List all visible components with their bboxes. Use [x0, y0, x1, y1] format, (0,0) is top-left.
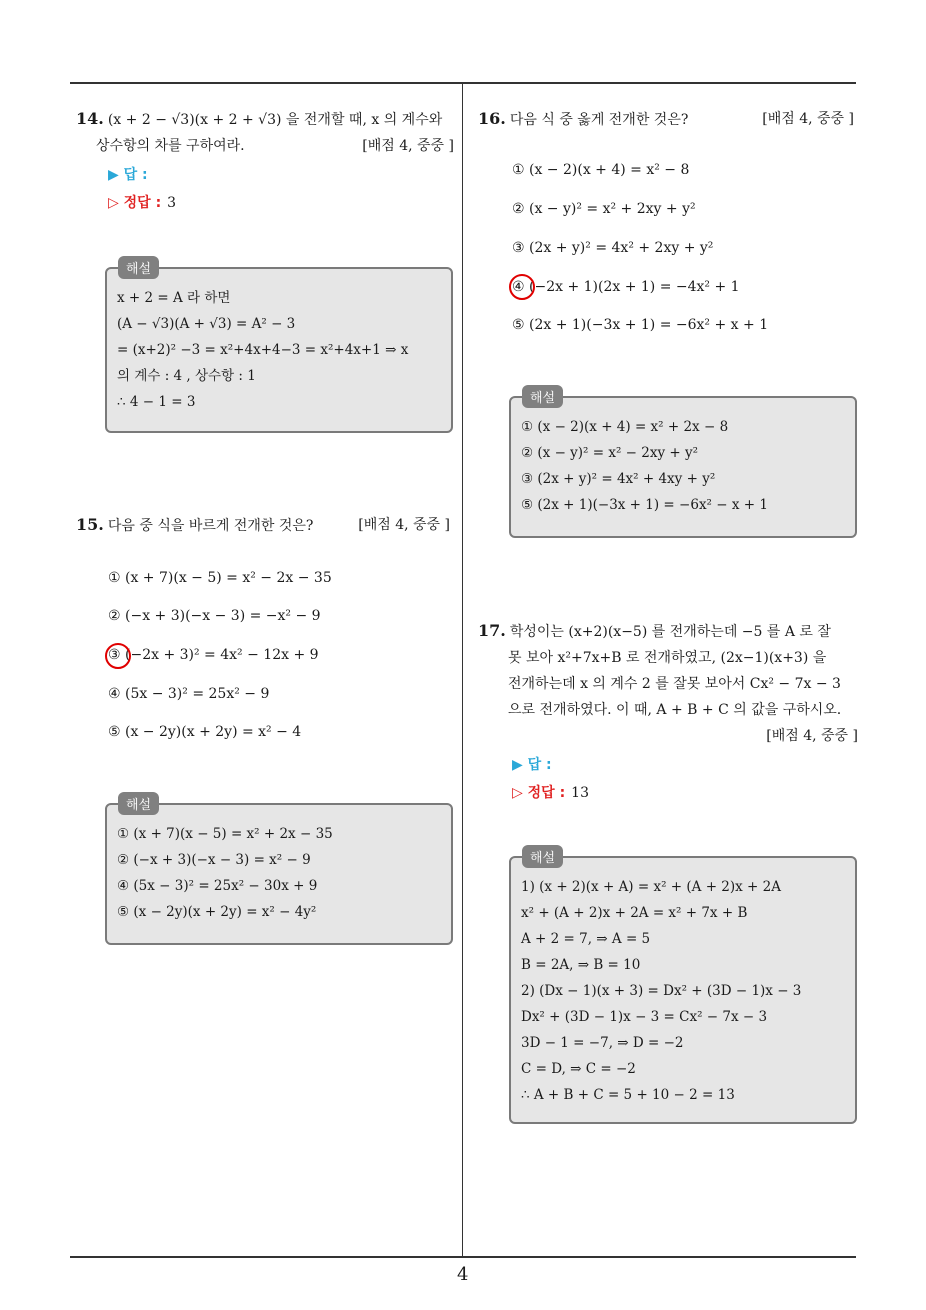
explanation-line: ② (x − y)² = x² − 2xy + y² — [521, 445, 699, 461]
question-number: 16. — [478, 109, 506, 128]
explanation-tag: 해설 — [522, 845, 563, 868]
answer-row — [512, 752, 552, 778]
explanation-line: ⑤ (2x + 1)(−3x + 1) = −6x² − x + 1 — [521, 497, 768, 513]
question-number: 14. — [76, 109, 104, 128]
explanation-line: ④ (5x − 3)² = 25x² − 30x + 9 — [117, 878, 318, 894]
explanation-line: x² + (A + 2)x + 2A = x² + 7x + B — [521, 905, 748, 921]
score-meta: [배점 4, 중중 ] — [362, 138, 454, 154]
question-number: 15. — [76, 515, 104, 534]
explanation-line: ① (x − 2)(x + 4) = x² + 2x − 8 — [521, 419, 729, 435]
choice-5[interactable]: ⑤ (2x + 1)(−3x + 1) = −6x² + x + 1 — [512, 317, 769, 333]
explanation-line: Dx² + (3D − 1)x − 3 = Cx² − 7x − 3 — [521, 1009, 768, 1025]
explanation-tag: 해설 — [118, 256, 159, 279]
explanation-tag: 해설 — [522, 385, 563, 408]
question-16 — [478, 106, 854, 133]
score-meta: [배점 4, 중중 ] — [762, 111, 854, 127]
explanation-line: C = D, ⇒ C = −2 — [521, 1061, 636, 1077]
score-meta: [배점 4, 중중 ] — [766, 728, 858, 744]
explanation-line: 2) (Dx − 1)(x + 3) = Dx² + (3D − 1)x − 3 — [521, 983, 802, 999]
question-number: 17. — [478, 621, 506, 640]
selected-choice-circle — [509, 274, 535, 300]
explanation-line: 3D − 1 = −7, ⇒ D = −2 — [521, 1035, 684, 1051]
question-15 — [76, 512, 450, 539]
explanation-line: = (x+2)² −3 = x²+4x+4−3 = x²+4x+1 ⇒ x — [117, 342, 409, 358]
correct-label: ▷ 정답 : — [108, 195, 162, 211]
explanation-line: ∴ A + B + C = 5 + 10 − 2 = 13 — [521, 1087, 735, 1103]
choice-2[interactable]: ② (x − y)² = x² + 2xy + y² — [512, 201, 696, 217]
question-17 — [478, 618, 858, 749]
page-number: 4 — [457, 1264, 469, 1285]
explanation-line: B = 2A, ⇒ B = 10 — [521, 957, 641, 973]
explanation-line: x + 2 = A 라 하면 — [117, 290, 231, 306]
answer-row — [108, 162, 148, 188]
correct-answer-row — [108, 190, 176, 216]
explanation-line: ② (−x + 3)(−x − 3) = x² − 9 — [117, 852, 311, 868]
explanation-line: 1) (x + 2)(x + A) = x² + (A + 2)x + 2A — [521, 879, 781, 895]
choice-3[interactable]: ③ (2x + y)² = 4x² + 2xy + y² — [512, 240, 714, 256]
explanation-line: 의 계수 : 4 , 상수항 : 1 — [117, 368, 256, 384]
correct-value: 13 — [571, 785, 589, 801]
question-text: 전개하는데 x 의 계수 2 를 잘못 보아서 Cx² − 7x − 3 — [508, 676, 841, 692]
choice-5[interactable]: ⑤ (x − 2y)(x + 2y) = x² − 4 — [108, 724, 302, 740]
selected-choice-circle — [105, 643, 131, 669]
answer-label: ▶ 답 : — [512, 757, 552, 773]
choice-3[interactable]: ③ (−2x + 3)² = 4x² − 12x + 9 — [108, 647, 319, 663]
question-14 — [76, 106, 454, 159]
explanation-line: ① (x + 7)(x − 5) = x² + 2x − 35 — [117, 826, 333, 842]
top-rule — [70, 82, 856, 84]
bottom-rule — [70, 1256, 856, 1258]
answer-label: ▶ 답 : — [108, 167, 148, 183]
question-text: 으로 전개하였다. 이 때, A + B + C 의 값을 구하시오. — [508, 702, 842, 718]
choice-1[interactable]: ① (x + 7)(x − 5) = x² − 2x − 35 — [108, 570, 332, 586]
score-meta: [배점 4, 중중 ] — [358, 517, 450, 533]
explanation-line: A + 2 = 7, ⇒ A = 5 — [521, 931, 651, 947]
explanation-tag: 해설 — [118, 792, 159, 815]
question-text: 다음 중 식을 바르게 전개한 것은? — [107, 518, 314, 534]
explanation-line: ∴ 4 − 1 = 3 — [117, 394, 196, 410]
question-text: 학성이는 (x+2)(x−5) 를 전개하는데 −5 를 A 로 잘 — [509, 624, 831, 640]
question-text: 상수항의 차를 구하여라. — [96, 138, 245, 154]
choice-2[interactable]: ② (−x + 3)(−x − 3) = −x² − 9 — [108, 608, 321, 624]
question-text: 다음 식 중 옳게 전개한 것은? — [509, 112, 689, 128]
question-text: (x + 2 − √3)(x + 2 + √3) 을 전개할 때, x 의 계수와 — [107, 112, 443, 128]
explanation-line: (A − √3)(A + √3) = A² − 3 — [117, 316, 296, 332]
explanation-line: ③ (2x + y)² = 4x² + 4xy + y² — [521, 471, 716, 487]
question-text: 못 보아 x²+7x+B 로 전개하였고, (2x−1)(x+3) 을 — [508, 650, 827, 666]
choice-1[interactable]: ① (x − 2)(x + 4) = x² − 8 — [512, 162, 690, 178]
correct-label: ▷ 정답 : — [512, 785, 566, 801]
choice-4[interactable]: ④ (5x − 3)² = 25x² − 9 — [108, 686, 270, 702]
correct-answer-row — [512, 780, 589, 806]
column-divider — [462, 84, 463, 1258]
explanation-line: ⑤ (x − 2y)(x + 2y) = x² − 4y² — [117, 904, 317, 920]
correct-value: 3 — [167, 195, 177, 211]
choice-4[interactable]: ④ (−2x + 1)(2x + 1) = −4x² + 1 — [512, 279, 740, 295]
